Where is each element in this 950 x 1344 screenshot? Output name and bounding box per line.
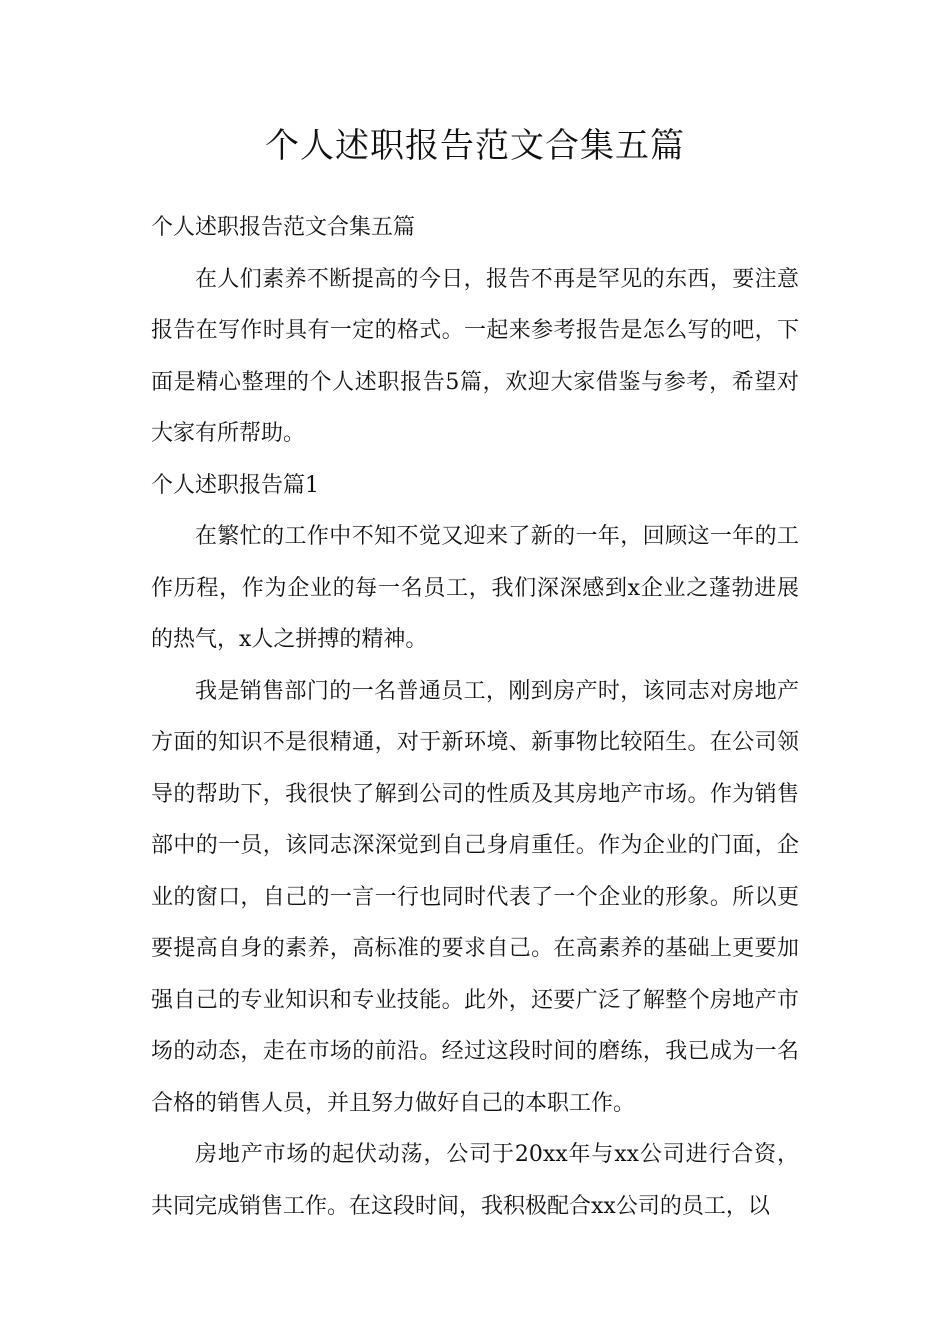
paragraph: 在繁忙的工作中不知不觉又迎来了新的一年，回顾这一年的工作历程，作为企业的每一名员工，我们深深感到x企业之蓬勃进展的热气，x人之拼搏的精神。 xyxy=(151,524,799,652)
paragraph: 我是销售部门的一名普通员工，刚到房产时，该同志对房地产方面的知识不是很精通，对于新环境、新事物比较陌生。在公司领导的帮助下，我很快了解到公司的性质及其房地产市场。作为销售部中的一员，该同志深深觉到自己身肩重任。作为企业的门面，企业的窗口，自己的一言一行也同时代表了一个企业的形象。所以更要提高自身的素养，高标准的要求自己。在高素养的基础上更要加强自己的专业知识和专业技能。此外，还要广泛了解整个房地产市场的动态，走在市场的前沿。经过这段时间的磨练，我已成为一名合格的销售人员，并且努力做好自己的本职工作。 xyxy=(151,678,799,1116)
paragraph: 房地产市场的起伏动荡，公司于20xx年与xx公司进行合资，共同完成销售工作。在这段时间，我积极配合xx公司的员工，以 xyxy=(151,1142,799,1219)
paragraph: 个人述职报告篇1 xyxy=(151,472,319,498)
paragraph: 个人述职报告范文合集五篇 xyxy=(151,215,416,240)
document-page xyxy=(151,120,799,1232)
paragraph: 在人们素养不断提高的今日，报告不再是罕见的东西，要注意报告在写作时具有一定的格式。一起来参考报告是怎么写的吧，下面是精心整理的个人述职报告5篇，欢迎大家借鉴与参考，希望对大家有所帮助。 xyxy=(151,266,799,446)
document-body xyxy=(151,202,799,1232)
document-title: 个人述职报告范文合集五篇 xyxy=(265,126,685,166)
